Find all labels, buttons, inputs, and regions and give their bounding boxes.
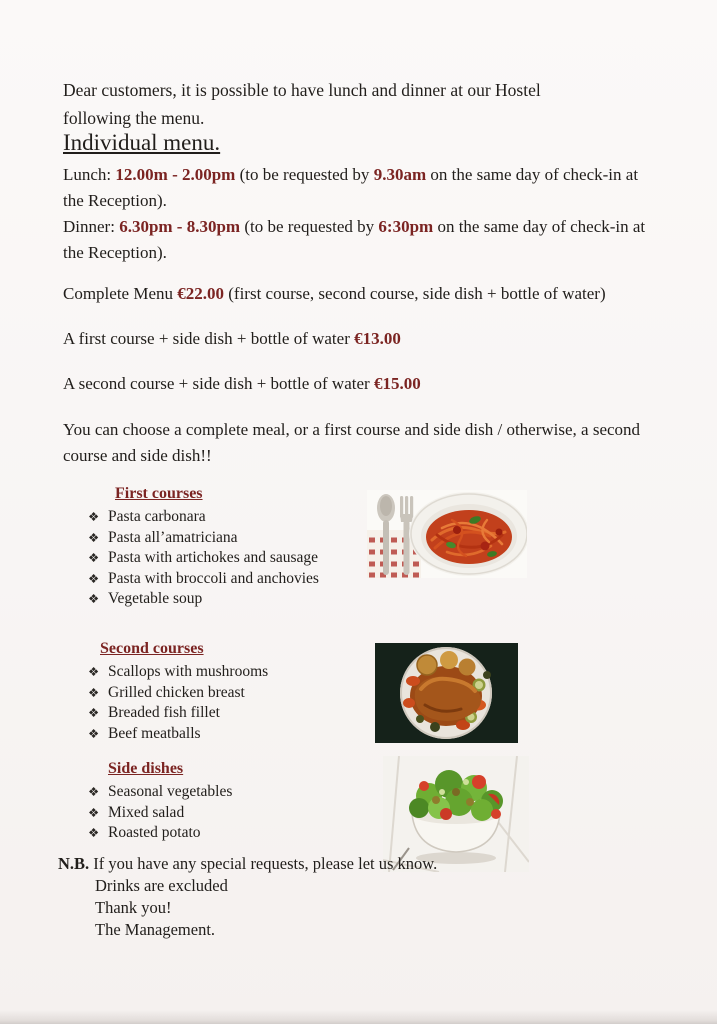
choose-note-paragraph [63, 417, 663, 469]
lunch-middle-text: (to be requested by [235, 165, 374, 184]
diamond-bullet-icon: ❖ [88, 592, 100, 607]
diamond-bullet-icon: ❖ [88, 785, 100, 799]
lunch-label: Lunch: [63, 165, 116, 184]
side-dishes-section [0, 759, 360, 844]
diamond-bullet-icon: ❖ [88, 726, 100, 741]
list-item [88, 703, 360, 724]
dinner-suffix-line1: on the same day of check-in at [433, 217, 646, 236]
choose-note-line2: course and side dish!! [63, 446, 212, 465]
nb-note-block [58, 853, 518, 941]
intro-paragraph [63, 76, 663, 132]
complete-menu-text: Complete Menu [63, 284, 178, 303]
menu-item-label: Pasta all’amatriciana [108, 528, 238, 546]
diamond-bullet-icon: ❖ [88, 805, 100, 820]
nb-drinks-excluded: Drinks are excluded [95, 876, 228, 895]
lunch-suffix-line1: on the same day of check-in at [426, 165, 639, 184]
individual-menu-heading: Individual menu. [63, 130, 221, 155]
menu-item-label: Grilled chicken breast [108, 683, 245, 701]
menu-item-label: Scallops with mushrooms [108, 663, 269, 680]
first-course-option-line [63, 326, 663, 352]
second-course-option-price: €15.00 [373, 374, 421, 393]
list-item [88, 683, 360, 704]
second-courses-section [0, 639, 360, 744]
list-item [88, 823, 360, 844]
diamond-bullet-icon: ❖ [88, 551, 100, 566]
dinner-request-deadline: 6:30pm [378, 217, 434, 236]
menu-item-label: Seasonal vegetables [108, 783, 233, 800]
list-item [88, 507, 360, 528]
list-item [88, 803, 360, 824]
second-courses-list [0, 662, 360, 744]
lunch-time-range: 12.00m - 2.00pm [115, 165, 236, 184]
complete-menu-line [63, 281, 663, 307]
dinner-label: Dinner: [63, 217, 120, 236]
side-dishes-title: Side dishes [108, 760, 184, 777]
menu-item-label: Mixed salad [108, 803, 185, 821]
lunch-hours-paragraph [63, 162, 663, 214]
first-courses-list [0, 507, 360, 610]
diamond-bullet-icon: ❖ [88, 530, 100, 545]
diamond-bullet-icon: ❖ [88, 665, 100, 679]
list-item [88, 662, 360, 683]
lunch-suffix-line2: the Reception). [63, 191, 167, 210]
diamond-bullet-icon: ❖ [88, 685, 100, 700]
nb-management: The Management. [95, 920, 216, 939]
first-course-option-price: €13.00 [354, 329, 401, 348]
side-dishes-list [0, 782, 360, 844]
first-courses-title: First courses [115, 485, 203, 502]
menu-item-label: Pasta carbonara [108, 508, 206, 525]
complete-menu-price: €22.00 [177, 284, 225, 303]
pasta-dish-photo [367, 490, 527, 578]
menu-item-label: Pasta with broccoli and anchovies [108, 569, 319, 587]
choose-note-line1: You can choose a complete meal, or a first course and side dish / otherwise, a second [63, 420, 641, 439]
nb-line-1 [58, 853, 518, 875]
dinner-time-range: 6.30pm - 8.30pm [119, 217, 241, 236]
dinner-middle-text: (to be requested by [240, 217, 379, 236]
intro-line-2: following the menu. [63, 108, 205, 128]
chicken-dish-photo [375, 643, 518, 743]
nb-label: N.B. [58, 854, 90, 873]
second-course-option-text: A second course + side dish + bottle of water [63, 374, 374, 393]
menu-item-label: Pasta with artichokes and sausage [108, 549, 319, 567]
dinner-suffix-line2: the Reception). [63, 243, 167, 262]
first-courses-section [0, 484, 360, 610]
list-item [88, 724, 360, 745]
scan-edge-shadow [0, 1010, 717, 1024]
list-item [88, 589, 360, 610]
complete-menu-suffix: (first course, second course, side dish + bottle of water) [224, 284, 606, 303]
list-item [88, 569, 360, 590]
nb-thank-you: Thank you! [95, 898, 172, 917]
first-course-option-text: A first course + side dish + bottle of water [63, 329, 355, 348]
list-item [88, 782, 360, 803]
list-item [88, 528, 360, 549]
diamond-bullet-icon: ❖ [88, 510, 100, 524]
menu-item-label: Breaded fish fillet [108, 704, 220, 722]
second-course-option-line [63, 371, 663, 397]
nb-special-requests-text: If you have any special requests, please let us know. [89, 854, 438, 873]
menu-item-label: Roasted potato [108, 824, 201, 842]
diamond-bullet-icon: ❖ [88, 706, 100, 721]
diamond-bullet-icon: ❖ [88, 826, 100, 841]
diamond-bullet-icon: ❖ [88, 571, 100, 586]
menu-item-label: Beef meatballs [108, 724, 201, 742]
lunch-request-deadline: 9.30am [373, 165, 427, 184]
dinner-hours-paragraph [63, 214, 663, 266]
intro-line-1: Dear customers, it is possible to have lunch and dinner at our Hostel [63, 80, 541, 100]
menu-item-label: Vegetable soup [108, 590, 203, 608]
list-item [88, 548, 360, 569]
second-courses-title: Second courses [100, 640, 204, 657]
